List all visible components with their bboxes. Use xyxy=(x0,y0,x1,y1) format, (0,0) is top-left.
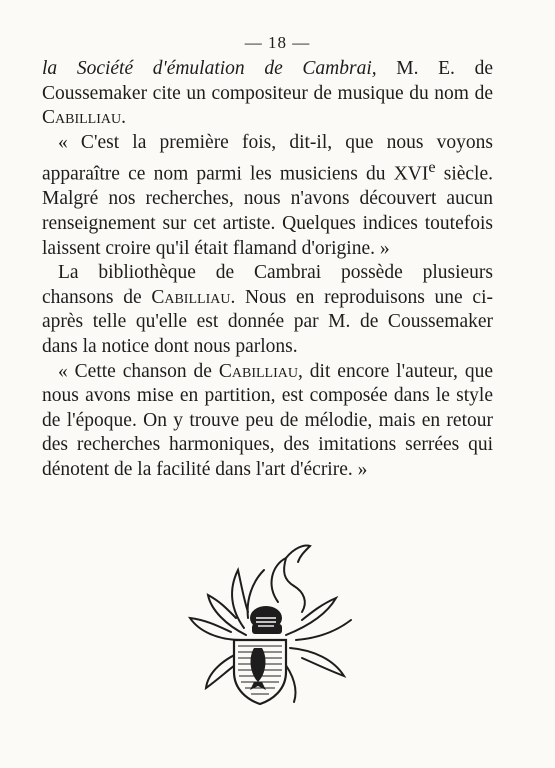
century-superscript: e xyxy=(428,158,436,177)
composer-name: Cabilliau xyxy=(151,286,231,308)
body-text xyxy=(42,57,493,483)
composer-name: Cabilliau xyxy=(218,360,298,382)
page-number: — 18 — xyxy=(244,33,311,52)
paragraph-4: « Cette chanson de Cabilliau, dit encore l'auteur, que nous avons mise en partition, est composée dans le style de l'époque. On y trouve peu de mélodie, mais en retour des recherches harmoniques, des imitations serrées qui dénotent de la facilité dans l'art d'écrire. » xyxy=(42,360,493,480)
composer-name: Cabilliau xyxy=(42,107,122,129)
heraldic-crest-icon xyxy=(186,540,356,705)
italic-lead: la Société d'émulation de Cambrai, xyxy=(42,58,377,79)
paragraph-1: la Société d'émulation de Cambrai, M. E. de Coussemaker cite un compositeur de musique du nom de Cabilliau. xyxy=(42,58,493,129)
paragraph-2: « C'est la première fois, dit-il, que nous voyons apparaître ce nom parmi les musiciens du XVIe siècle. Malgré nos recherches, nous n'avons découvert aucun renseignement sur cet artiste. Quelques indices toutefois laissent croire qu'il était flamand d'origine. » xyxy=(42,131,494,259)
paragraph-3: La bibliothèque de Cambrai possède plusieurs chansons de Cabilliau. Nous en reproduisons une ci-après telle qu'elle est donnée par M. de Coussemaker dans la notice dont nous parlons. xyxy=(42,262,493,358)
